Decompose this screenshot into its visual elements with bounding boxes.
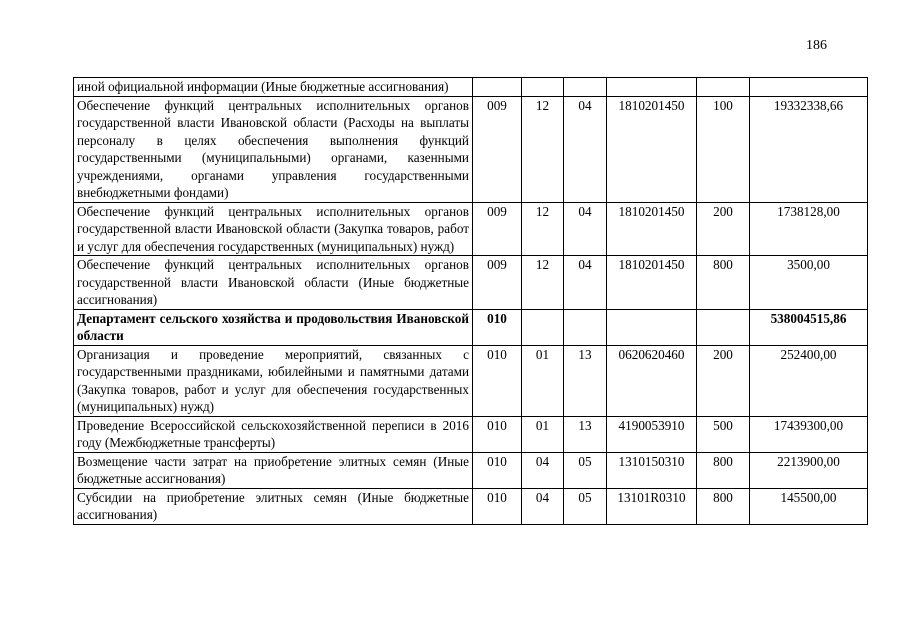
target-article-cell: 1810201450 [607, 96, 697, 202]
description-cell: Обеспечение функций центральных исполнительных органов государственной власти Ивановской области (Закупка товаров, работ и услуг для обеспечения государственных (муниципальных) нужд) [74, 202, 473, 256]
expense-type-cell: 800 [697, 256, 750, 310]
description-cell: Возмещение части затрат на приобретение элитных семян (Иные бюджетные ассигнования) [74, 452, 473, 488]
section-code-cell: 04 [522, 452, 564, 488]
ministry-code-cell: 009 [473, 96, 522, 202]
subsection-code-cell [564, 309, 607, 345]
table-row [74, 416, 868, 452]
target-article-cell [607, 309, 697, 345]
section-code-cell: 12 [522, 202, 564, 256]
amount-cell [750, 78, 868, 97]
expense-type-cell: 200 [697, 202, 750, 256]
target-article-cell [607, 78, 697, 97]
table-row [74, 96, 868, 202]
subsection-code-cell: 04 [564, 202, 607, 256]
ministry-code-cell: 010 [473, 452, 522, 488]
section-code-cell: 01 [522, 345, 564, 416]
section-code-cell: 01 [522, 416, 564, 452]
subsection-code-cell: 05 [564, 488, 607, 524]
subsection-code-cell: 04 [564, 96, 607, 202]
subsection-code-cell: 05 [564, 452, 607, 488]
amount-cell: 17439300,00 [750, 416, 868, 452]
description-cell: Департамент сельского хозяйства и продовольствия Ивановской области [74, 309, 473, 345]
target-article-cell: 0620620460 [607, 345, 697, 416]
ministry-code-cell: 009 [473, 202, 522, 256]
expense-type-cell: 200 [697, 345, 750, 416]
description-cell: Обеспечение функций центральных исполнительных органов государственной власти Ивановской области (Иные бюджетные ассигнования) [74, 256, 473, 310]
amount-cell: 145500,00 [750, 488, 868, 524]
expense-type-cell: 100 [697, 96, 750, 202]
table-row [74, 202, 868, 256]
table-row [74, 256, 868, 310]
ministry-code-cell: 010 [473, 416, 522, 452]
description-cell: иной официальной информации (Иные бюджетные ассигнования) [74, 78, 473, 97]
page-number: 186 [806, 38, 827, 53]
subsection-code-cell: 13 [564, 416, 607, 452]
description-cell: Обеспечение функций центральных исполнительных органов государственной власти Ивановской области (Расходы на выплаты персоналу в целях обеспечения выполнения функций государственными (муниципальными) органами, казенными учреждениями, органами управления государственными внебюджетными фондами) [74, 96, 473, 202]
section-code-cell: 12 [522, 256, 564, 310]
section-code-cell: 12 [522, 96, 564, 202]
ministry-code-cell: 009 [473, 256, 522, 310]
expense-type-cell: 800 [697, 488, 750, 524]
target-article-cell: 13101R0310 [607, 488, 697, 524]
expense-type-cell [697, 309, 750, 345]
ministry-code-cell: 010 [473, 488, 522, 524]
amount-cell: 538004515,86 [750, 309, 868, 345]
amount-cell: 19332338,66 [750, 96, 868, 202]
expense-type-cell [697, 78, 750, 97]
target-article-cell: 1810201450 [607, 202, 697, 256]
table-row [74, 452, 868, 488]
expense-type-cell: 500 [697, 416, 750, 452]
section-code-cell: 04 [522, 488, 564, 524]
description-cell: Субсидии на приобретение элитных семян (Иные бюджетные ассигнования) [74, 488, 473, 524]
amount-cell: 3500,00 [750, 256, 868, 310]
ministry-code-cell [473, 78, 522, 97]
ministry-code-cell: 010 [473, 309, 522, 345]
table-row [74, 78, 868, 97]
table-row [74, 309, 868, 345]
description-cell: Организация и проведение мероприятий, связанных с государственными праздниками, юбилейными и памятными датами (Закупка товаров, работ и услуг для обеспечения государственных (муниципальных) нужд) [74, 345, 473, 416]
section-code-cell [522, 309, 564, 345]
table-row [74, 488, 868, 524]
target-article-cell: 4190053910 [607, 416, 697, 452]
expense-type-cell: 800 [697, 452, 750, 488]
target-article-cell: 1810201450 [607, 256, 697, 310]
subsection-code-cell: 04 [564, 256, 607, 310]
description-cell: Проведение Всероссийской сельскохозяйственной переписи в 2016 году (Межбюджетные трансферты) [74, 416, 473, 452]
ministry-code-cell: 010 [473, 345, 522, 416]
table-row [74, 345, 868, 416]
target-article-cell: 1310150310 [607, 452, 697, 488]
amount-cell: 252400,00 [750, 345, 868, 416]
section-code-cell [522, 78, 564, 97]
budget-table [73, 77, 868, 525]
amount-cell: 1738128,00 [750, 202, 868, 256]
subsection-code-cell [564, 78, 607, 97]
subsection-code-cell: 13 [564, 345, 607, 416]
amount-cell: 2213900,00 [750, 452, 868, 488]
